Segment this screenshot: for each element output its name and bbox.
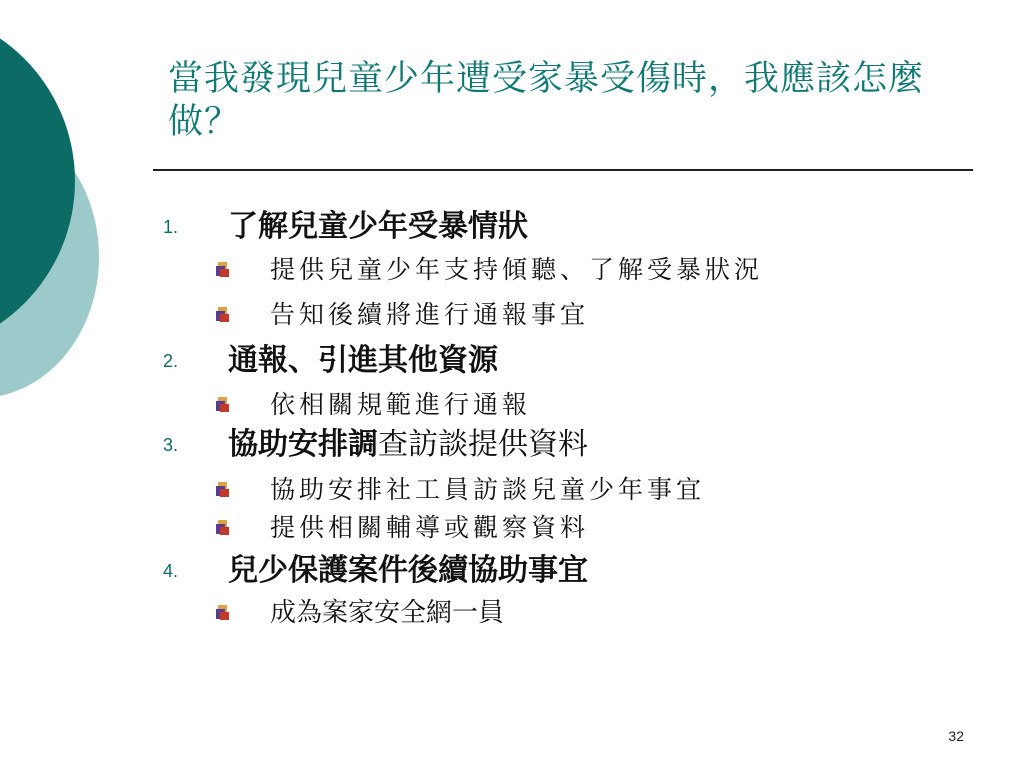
- item-heading-bold: 兒少保護案件後續協助事宜: [228, 553, 588, 588]
- square-bullet-icon: [216, 520, 229, 535]
- item-heading: [228, 425, 588, 465]
- item-heading-bold: 了解兒童少年受暴情狀: [228, 209, 528, 244]
- slide-title: 當我發現兒童少年遭受家暴受傷時，我應該怎麼做？: [168, 59, 925, 142]
- sub-item-text: 成為案家安全網一員: [270, 598, 505, 628]
- item-heading: [228, 207, 528, 247]
- sub-item-text: 提供相關輔導或觀察資料: [270, 513, 590, 542]
- item-heading: [228, 341, 498, 381]
- item-heading-normal: 查訪談提供資料: [378, 427, 588, 462]
- square-bullet-icon: [216, 605, 229, 620]
- item-heading-bold: 通報、引進其他資源: [228, 343, 498, 378]
- square-bullet-icon: [216, 307, 229, 322]
- item-number: 3.: [163, 435, 179, 455]
- square-bullet-icon: [216, 482, 229, 497]
- item-heading: [228, 551, 588, 591]
- sub-item-text: 提供兒童少年支持傾聽、了解受暴狀況: [270, 255, 764, 284]
- sub-item-text: 依相關規範進行通報: [270, 390, 532, 419]
- sub-item-text: 協助安排社工員訪談兒童少年事宜: [270, 475, 706, 504]
- item-heading-bold: 協助安排調: [228, 427, 378, 462]
- square-bullet-icon: [216, 397, 229, 412]
- sub-item-text: 告知後續將進行通報事宜: [270, 300, 590, 329]
- item-number: 2.: [163, 351, 179, 371]
- page-number: 32: [948, 728, 964, 744]
- item-number: 4.: [163, 561, 179, 581]
- item-number: 1.: [163, 217, 179, 237]
- square-bullet-icon: [216, 262, 229, 277]
